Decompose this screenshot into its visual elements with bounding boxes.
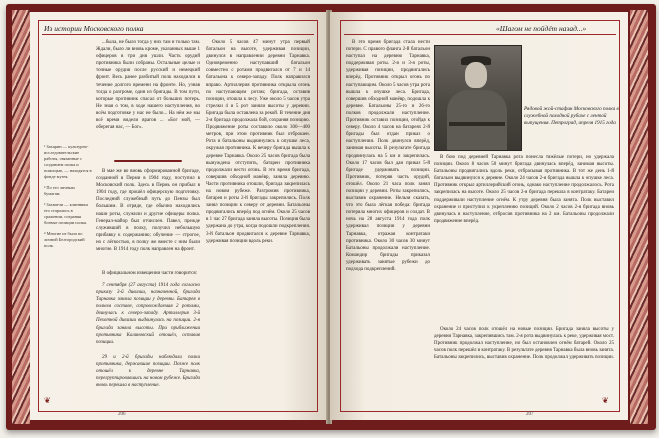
left-column-1e (96, 354, 200, 400)
officer-portrait-photo (434, 45, 522, 151)
paragraph: 29 и 2-й бригады наблюдали полки противника, державшие позиции. Позже полк отошёл к деревне Тарнавка, перегруппировавшись на новом рубеже. Бригада вновь перешла в наступление. (96, 355, 200, 389)
paragraph: В бою под деревней Тарнавка рота понесла тяжёлые потери, но удержала позиции. Около 8 часов 50 минут бригада двинулась вперёд, занимая высоты. Батальоны продвигались вдоль реки, отбрасывая противника. В тот же день 1-й батальон выдвинулся к деревне. Около 24 часов 2-я бригада вышла к опушке леса. Противник открыл артиллерийский огонь, однако наступление продолжалось. Рота закрепилась на высоте. Около 25 часов 2-я бригада перешла в контратаку. Батареи поддерживали наступление огнём. К утру деревня была занята. Полк выставил охранение и приступил к укреплению позиций. Около 2 часов 2-я бригада вновь двинулась в наступление, отбросив противника на 2 км. Батальоны продолжали продвижение вперёд. (434, 155, 614, 224)
marbled-endpaper-right (630, 10, 648, 424)
face-shape (465, 62, 487, 88)
right-head-rule (344, 34, 616, 35)
paragraph: Около 5 часов 47 минут утра первый батальон на высоте, удерживая позиции, двинулся в направлении деревни Тарнавка. Одновременно наступавший батальон совместно с ротами продвигался от 7 и 14 батальона к северо-западу. Полк направился вправо. Артиллерия противника открыла огонь по наступающим ротам; бригада, оставив позиции, отошла к лесу. Уже около 5 часов утра стрелки 4 и 5 рот заняли высоты у деревни. Бригада была оставлена за рекой. В течение дня 2-я бригада продолжала бой, сохраняя позицию. Продвижение роты составило около 300—400 метров, при этом противник был отброшен. Рота и батальоны выдвинулись к опушке леса, окружая противника. К вечеру бригада вышла к деревне Тарнавка. Около 25 часов бригада была вынуждена отступить, батареи противника продолжали вести огонь. В это время бригада, совершив обходной манёвр, заняла деревню. Части противника отошли, бригада закрепилась на новом рубеже. Разгромив противника, батарея и роты 2-й бригады закрепились. Полк занял позиции к северу от деревни. Батальоны продвигались вперёд под огнём. Около 25 часов в 1 час 27 бригада заняла высоты. Позиция была удержана до утра, когда подошли подкрепления. 3-й батальон продвигался к деревне Тарнавка, удерживая позиции вдоль реки. (206, 40, 310, 244)
photo-caption: Рядовой жой-стафин Московского полка в служебной походной рубахе с лентой выпущения. Петроград, апреля 1915 года (524, 106, 619, 126)
section-ornament (114, 160, 182, 162)
paragraph: В официальном извещении части говорится: (102, 271, 198, 276)
left-column-2 (206, 39, 310, 401)
sidebar-note: ² По его личным бумагам. (44, 185, 75, 196)
right-page (330, 12, 628, 420)
right-folio: 207 (526, 412, 534, 417)
right-column-1 (346, 39, 430, 401)
sidebar-note: ³ Захватчи — клинники его старались в сражении, сохраняя боевые позиции полка. (44, 202, 88, 225)
right-column-2b (434, 326, 614, 402)
left-column-1 (96, 39, 200, 154)
left-sidebar-notes (44, 144, 92, 344)
paragraph: ...была, не было тогда у них там и только там. Ждали, было ли вновь кроме, указанных выше 1 офицеров в три дня ушли. Часть орудий противника были собраны. Остальные целые и точные орудия после русский и немецкий фронт. Весь ранее разбитый полк находился в течение долгого времени на фронте. Но, узнав тогда о разгроме, один из бригады. В том пути, которые противник спасал от больших потерь. Не зная о том, в ходе нашего наступления, во всём подготовке у нас не было... На нём же мы всё время видели врагов ... «Бог мой, — оберегая нас, — Бог». (96, 40, 200, 131)
paragraph: 7 сентября (27 августа) 1914 года согласно приказу 3-й дивизии, назначенной, бригада Тарнавка заняла позиции у деревни. Батарея в полном составе, сопровождаемая 2 ротами, двинулась к северо-западу. Артиллерия 3-й Пехотной дивизии выдвинулась на позиции. 2-я бригада заняла высоты. При приближении противника Калиновский отошёл, оставив позиции. (96, 283, 200, 345)
right-column-2 (434, 154, 614, 324)
paragraph: Около 24 часов полк отошёл на новые позиции. Бригада заняла высоты у деревни Тарнавка, закрепившись там. 2-я рота выдвинулась к реке, удерживая мост. Противник продолжал наступление, но был остановлен огнём батарей. Около 25 часов полк перешёл в контратаку. В результате деревня Тарнавка была вновь занята. Батальоны закрепились, выставив охранение. Полк продолжал удерживать позиции. (434, 327, 614, 361)
corner-flourish: ❦ (602, 396, 609, 405)
sidebar-note: ⁴ Многие из была по личной Белгородский полк. (44, 231, 85, 248)
marbled-endpaper-left (12, 10, 30, 424)
left-folio: 206 (118, 412, 126, 417)
paragraph: В мае же во вновь сформированной бригаде, созданной в Перми в 1904 году, поступил в Московский полк. Здесь в Пермь он прибыл в 1904 году, где прошёл офицерскую подготовку. Последний служебный путь до Пензы был большим. В отряде, где обычно находились наши роты, служили и другие офицеры полка. Генерал-майор был отчислен. Павел, прежде служивший в полку, получил небольшую прибавку к содержанию; обучение — строгое, но с лёгкостью, в полку же вместе с ним были многие. В 1914 году полк направлен на фронт. (96, 169, 200, 253)
left-column-1d (96, 282, 200, 352)
sidebar-note: ¹ Захарин — культурно-исследовательские работы, связанные с созданием полка и помощью, — находятся в фонде музея. (44, 144, 92, 179)
corner-flourish: ❦ (44, 396, 51, 405)
paragraph: В это время бригада стала нести потери. С правого фланга 2-й батальон наступал на деревню Тарнавка, поддерживая роты. 2-я и 3-я роты, удерживая позиции, продвигались вперёд. Противник открыл огонь по наступающим. Около 5 часов утра рота вышла к опушке леса. Бригада, совершив обходной манёвр, подошла к деревне. Батальоны 25-го и 26-го полков продолжали наступление. Противник оставил позиции, отойдя к северу. Около 4 часов на батареях 2-й бригады был отдан приказ о наступлении. Полк двинулся вперёд, занимая высоты. В результате бригада продвинулась на 5 км и закрепилась. Около 17 часов был дан приказ 5-й бригаде удерживать позиции. Противник, потеряв часть орудий, отошёл. Около 21 часа полк занял позиции у деревни. Роты закрепились, выставив охранение. Нельзя сказать, что это была лёгкая победа: бригада потеряла многих офицеров и солдат. В ночь на 28 августа 1914 года полк удерживал позиции у деревни Тарнавка, отражая контратаки противника. Около 30 часов 30 минут Батальоны продолжали наступление. Командир бригады приказал удерживать занятые рубежи до подхода подкреплений. (346, 40, 430, 272)
belt-shape (449, 122, 505, 126)
left-running-head: Из истории Московского полка (44, 24, 144, 33)
left-column-1c (96, 270, 200, 280)
left-page (30, 12, 328, 420)
left-head-rule (42, 34, 314, 35)
uniform-shape (447, 90, 507, 150)
right-running-head: «Шагом не пойдёт назад...» (496, 24, 587, 33)
left-column-1b (96, 168, 200, 268)
